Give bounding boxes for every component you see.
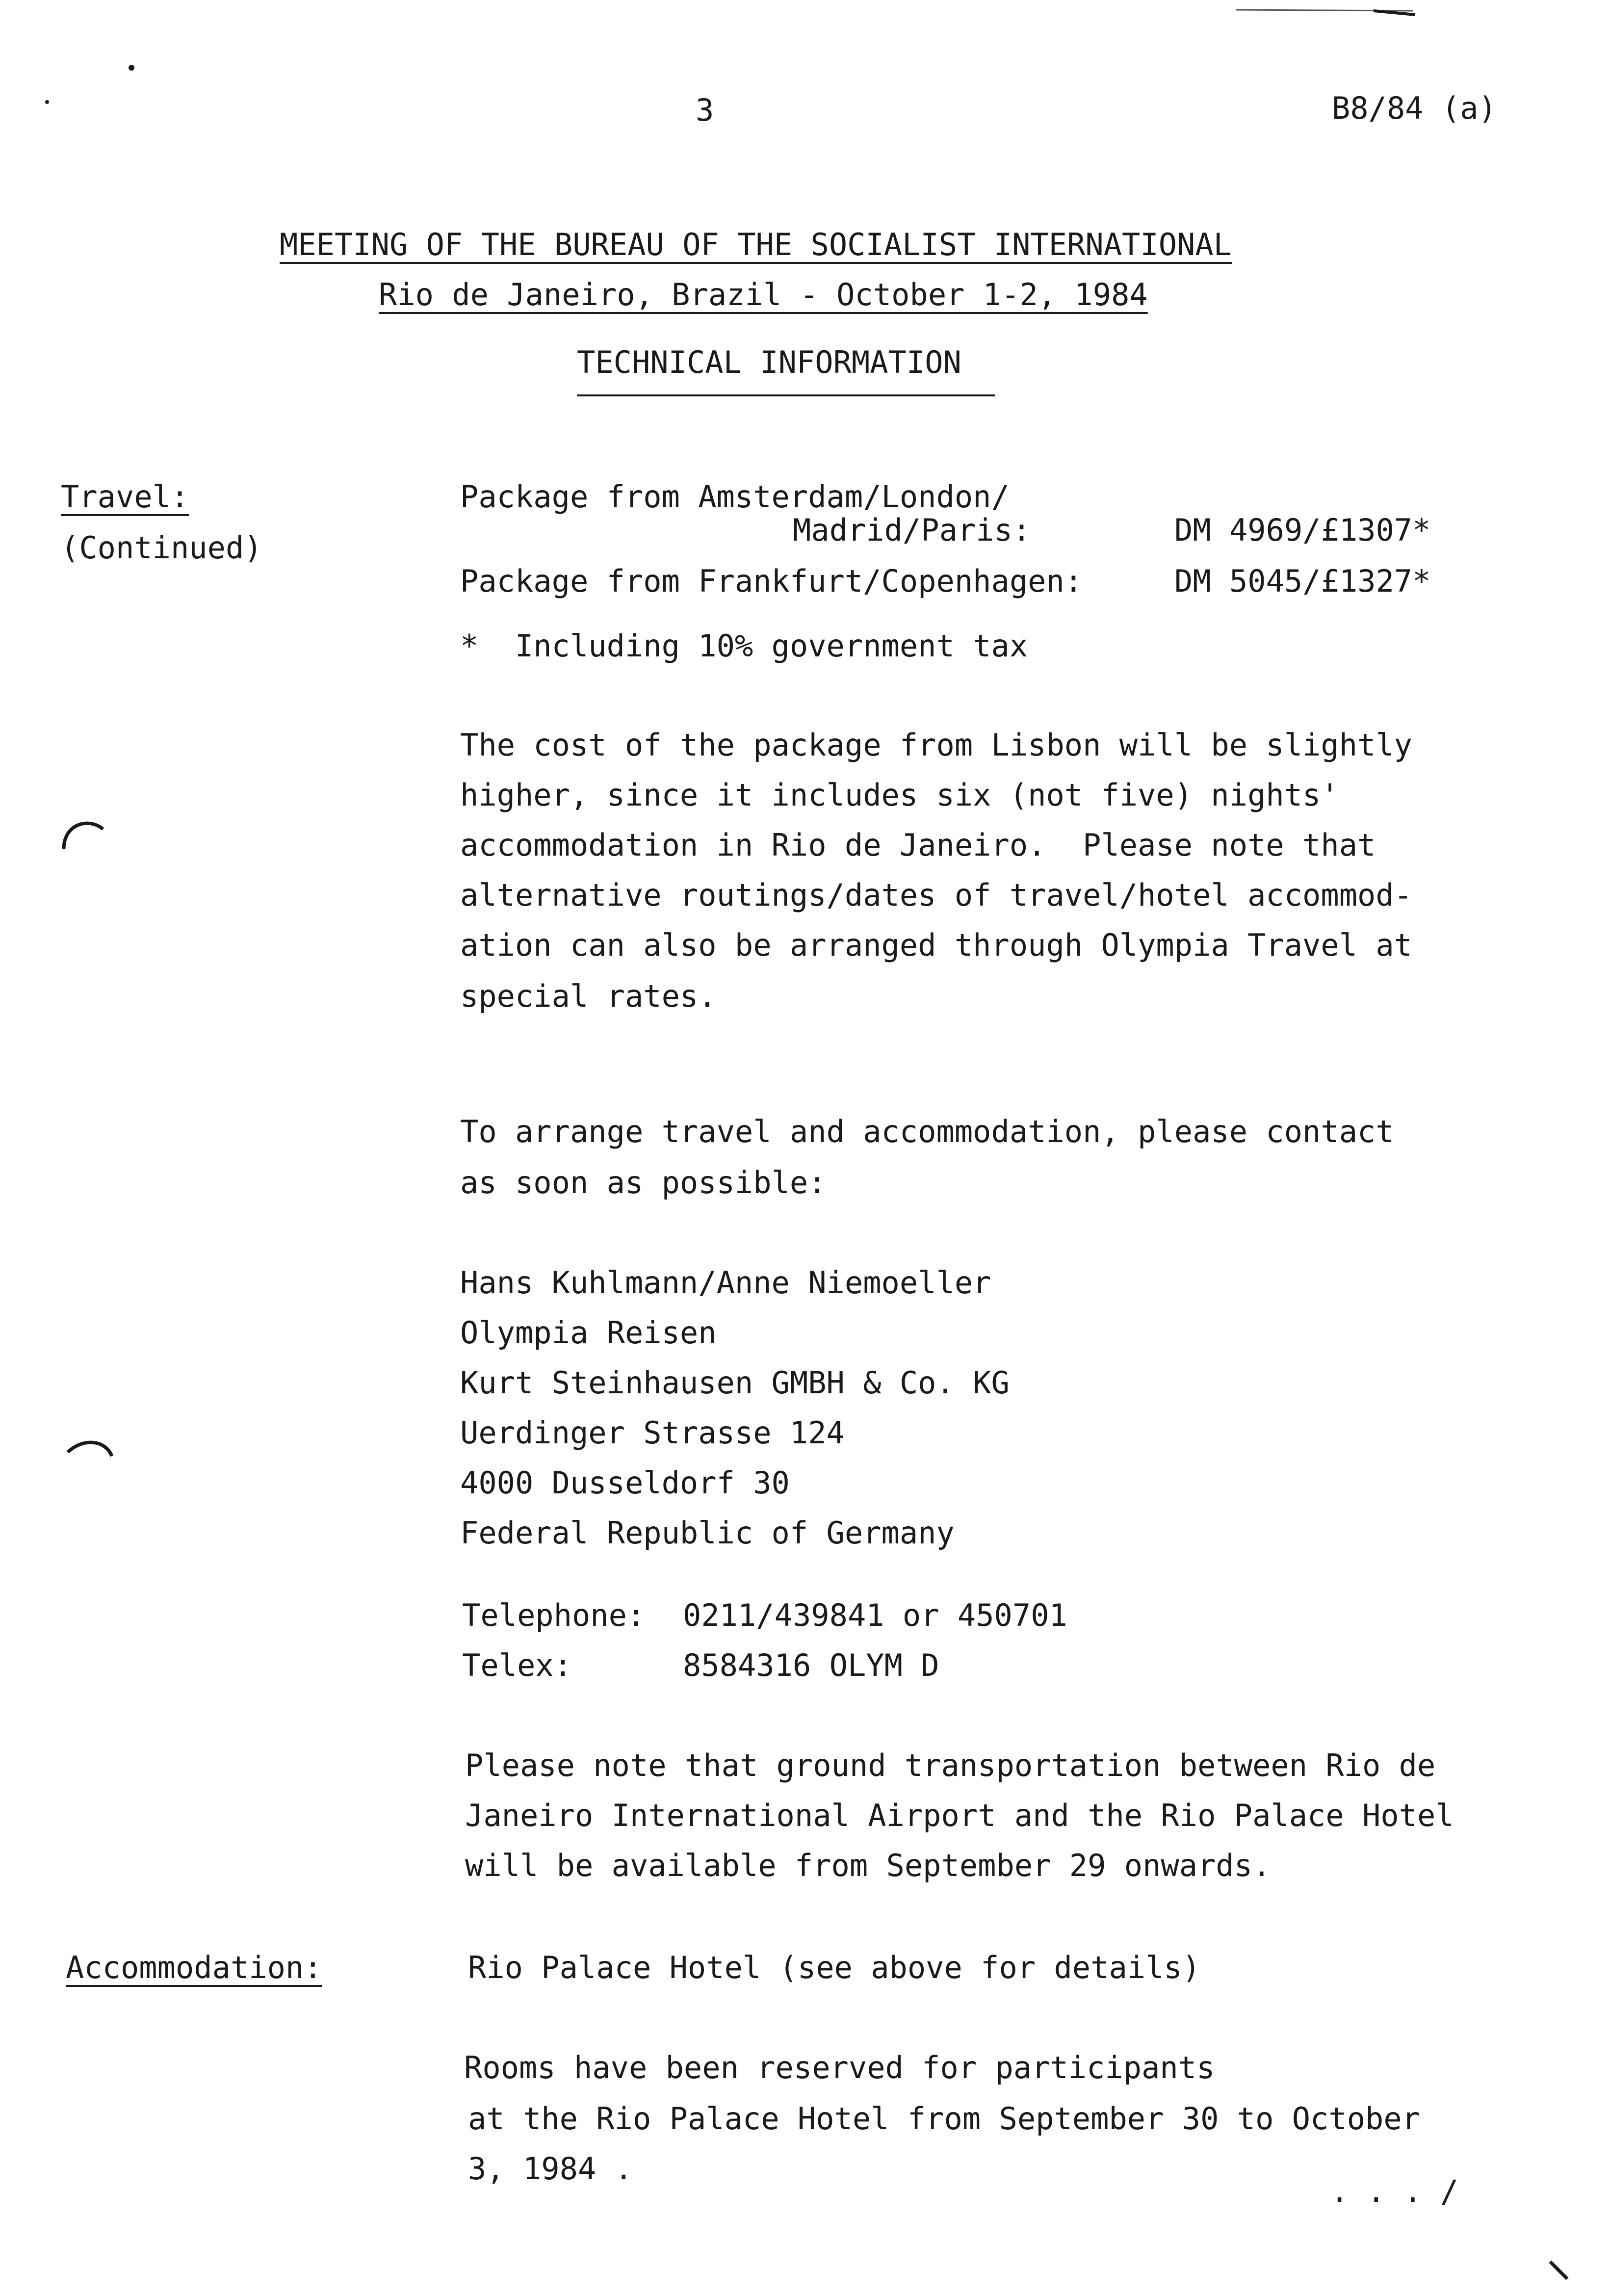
paragraph-line: at the Rio Palace Hotel from September 30 to October — [468, 2101, 1421, 2137]
paragraph-line: Rooms have been reserved for participants — [464, 2050, 1215, 2086]
tax-note: * Including 10% government tax — [460, 628, 1028, 664]
package-frankfurt-line1: Package from Frankfurt/Copenhagen: — [460, 563, 1083, 599]
paragraph-line: accommodation in Rio de Janeiro. Please note that — [460, 827, 1376, 863]
scan-speck-left — [43, 98, 53, 108]
section-heading: TECHNICAL INFORMATION — [577, 344, 961, 380]
address-line: Federal Republic of Germany — [460, 1515, 955, 1551]
paragraph-line: To arrange travel and accommodation, please contact — [460, 1114, 1394, 1149]
accommodation-label: Accommodation: — [66, 1950, 322, 1985]
paragraph-line: 3, 1984 . — [468, 2151, 633, 2187]
page-number: 3 — [696, 92, 714, 128]
paragraph-line: higher, since it includes six (not five) nights' — [460, 777, 1339, 813]
scan-stroke-top-right — [1226, 0, 1423, 25]
telex-label: Telex: — [462, 1647, 572, 1683]
package-amsterdam-line2: Madrid/Paris: — [793, 512, 1031, 548]
paragraph-line: special rates. — [460, 978, 717, 1014]
paragraph-line: alternative routings/dates of travel/hotel accommod- — [460, 877, 1413, 913]
package-frankfurt-price: DM 5045/£1327* — [1174, 563, 1431, 599]
paragraph-line: The cost of the package from Lisbon will be slightly — [460, 727, 1413, 763]
package-amsterdam-price: DM 4969/£1307* — [1174, 512, 1431, 548]
address-line: 4000 Dusseldorf 30 — [460, 1465, 790, 1501]
address-line: Olympia Reisen — [460, 1315, 717, 1351]
paragraph-line: ation can also be arranged through Olympia Travel at — [460, 927, 1413, 963]
travel-label: Travel: — [61, 479, 189, 515]
document-reference: B8/84 (a) — [1332, 90, 1497, 126]
paragraph-line: as soon as possible: — [460, 1165, 827, 1200]
heading-rule — [577, 394, 995, 396]
address-line: Kurt Steinhausen GMBH & Co. KG — [460, 1365, 1010, 1401]
hotel-line: Rio Palace Hotel (see above for details) — [468, 1950, 1201, 1985]
punch-hole-mark-lower — [64, 1433, 123, 1477]
telephone-label: Telephone: — [462, 1597, 646, 1633]
paragraph-line: Janeiro International Airport and the Rio Palace Hotel — [465, 1798, 1454, 1833]
package-amsterdam-line1: Package from Amsterdam/London/ — [460, 479, 1010, 515]
scan-speck-top-left — [127, 62, 141, 77]
address-line: Uerdinger Strasse 124 — [460, 1415, 845, 1451]
paragraph-line: will be available from September 29 onwards. — [465, 1848, 1271, 1883]
meeting-title: MEETING OF THE BUREAU OF THE SOCIALIST INTERNATIONAL — [280, 227, 1232, 262]
continuation-mark: . . . / — [1330, 2173, 1459, 2209]
meeting-location-date: Rio de Janeiro, Brazil - October 1-2, 1984 — [379, 277, 1148, 313]
address-line: Hans Kuhlmann/Anne Niemoeller — [460, 1265, 991, 1301]
scan-stroke-bottom-right — [1545, 2257, 1584, 2296]
telex-value: 8584316 OLYM D — [683, 1647, 939, 1683]
paragraph-line: Please note that ground transportation between Rio de — [465, 1748, 1436, 1783]
travel-continued-label: (Continued) — [61, 530, 262, 566]
telephone-value: 0211/439841 or 450701 — [683, 1597, 1067, 1633]
punch-hole-mark-upper — [54, 809, 113, 854]
